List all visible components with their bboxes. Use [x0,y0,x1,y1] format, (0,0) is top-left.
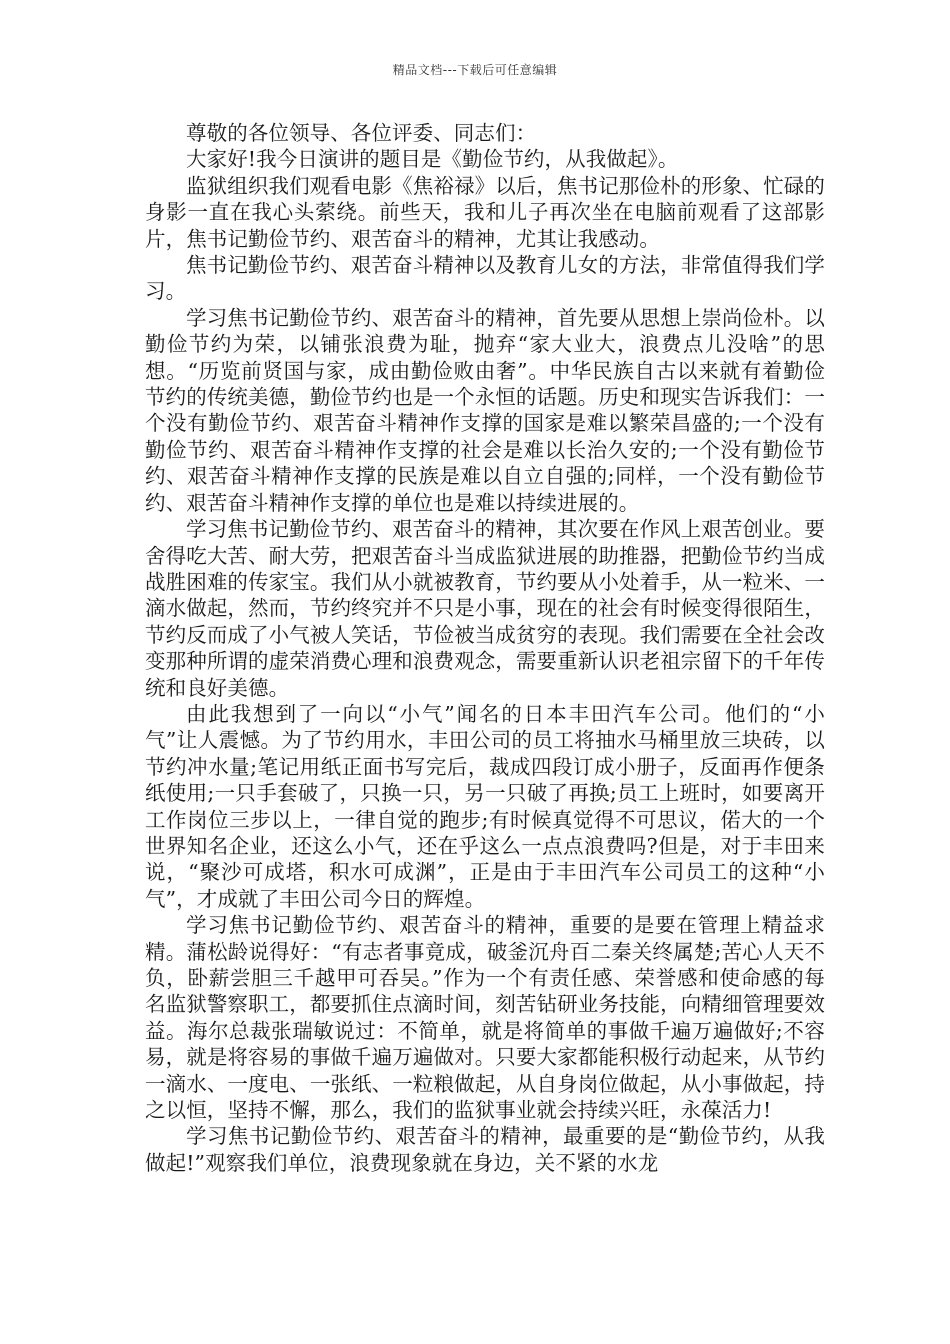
paragraph: 学习焦书记勤俭节约、艰苦奋斗的精神，最重要的是“勤俭节约，从我做起!”观察我们单位，浪费现象就在身边，关不紧的水龙 [145,1124,825,1175]
speech-body [145,120,825,1176]
paragraph-salutation: 尊敬的各位领导、各位评委、同志们： [186,121,537,145]
paragraph: 学习焦书记勤俭节约、艰苦奋斗的精神，重要的是要在管理上精益求精。蒲松龄说得好：“有志者事竟成，破釜沉舟百二秦关终属楚;苦心人天不负，卧薪尝胆三千越甲可吞吴。”作为一个有责任感、荣誉感和使命感的每名监狱警察职工，都要抓住点滴时间，刻苦钻研业务技能，向精细管理要效益。海尔总裁张瑞敏说过：不简单，就是将简单的事做千遍万遍做好;不容易，就是将容易的事做千遍万遍做对。只要大家都能积极行动起来，从节约一滴水、一度电、一张纸、一粒粮做起，从自身岗位做起，从小事做起，持之以恒，坚持不懈，那么，我们的监狱事业就会持续兴旺，永葆活力! [145,913,825,1123]
paragraph-greeting: 大家好!我今日演讲的题目是《勤俭节约，从我做起》。 [186,147,679,172]
paragraph: 焦书记勤俭节约、艰苦奋斗精神以及教育儿女的方法，非常值得我们学习。 [145,253,825,304]
paragraph: 学习焦书记勤俭节约、艰苦奋斗的精神，首先要从思想上崇尚俭朴。以勤俭节约为荣，以铺张浪费为耻，抛弃“家大业大，浪费点儿没啥”的思想。“历览前贤国与家，成由勤俭败由奢”。中华民族自古以来就有着勤俭节约的传统美德，勤俭节约也是一个永恒的话题。历史和现实告诉我们：一个没有勤俭节约、艰苦奋斗精神作支撑的国家是难以繁荣昌盛的;一个没有勤俭节约、艰苦奋斗精神作支撑的社会是难以长治久安的;一个没有勤俭节约、艰苦奋斗精神作支撑的民族是难以自立自强的;同样，一个没有勤俭节约、艰苦奋斗精神作支撑的单位也是难以持续进展的。 [145,305,825,515]
page-header: 精品文档---下载后可任意编辑 [392,63,558,77]
paragraph: 学习焦书记勤俭节约、艰苦奋斗的精神，其次要在作风上艰苦创业。要舍得吃大苦、耐大劳，把艰苦奋斗当成监狱进展的助推器，把勤俭节约当成战胜困难的传家宝。我们从小就被教育，节约要从小处着手，从一粒米、一滴水做起，然而，节约终究并不只是小事，现在的社会有时候变得很陌生，节约反而成了小气被人笑话，节俭被当成贫穷的表现。我们需要在全社会改变那种所谓的虚荣消费心理和浪费观念，需要重新认识老祖宗留下的千年传统和良好美德。 [145,517,825,700]
paragraph: 监狱组织我们观看电影《焦裕禄》以后，焦书记那俭朴的形象、忙碌的身影一直在我心头萦绕。前些天，我和儿子再次坐在电脑前观看了这部影片，焦书记勤俭节约、艰苦奋斗的精神，尤其让我感动。 [145,173,825,251]
paragraph: 由此我想到了一向以“小气”闻名的日本丰田汽车公司。他们的“小气”让人震憾。为了节约用水，丰田公司的员工将抽水马桶里放三块砖，以节约冲水量;笔记用纸正面书写完后，裁成四段订成小册子，反面再作便条纸使用;一只手套破了，只换一只，另一只破了再换;员工上班时，如要离开工作岗位三步以上，一律自觉的跑步;有时候真觉得不可思议，偌大的一个世界知名企业，还这么小气，还在乎这么一点点浪费吗?但是，对于丰田来说，“聚沙可成塔，积水可成渊”，正是由于丰田汽车公司员工的这种“小气”，才成就了丰田公司今日的辉煌。 [145,701,825,911]
